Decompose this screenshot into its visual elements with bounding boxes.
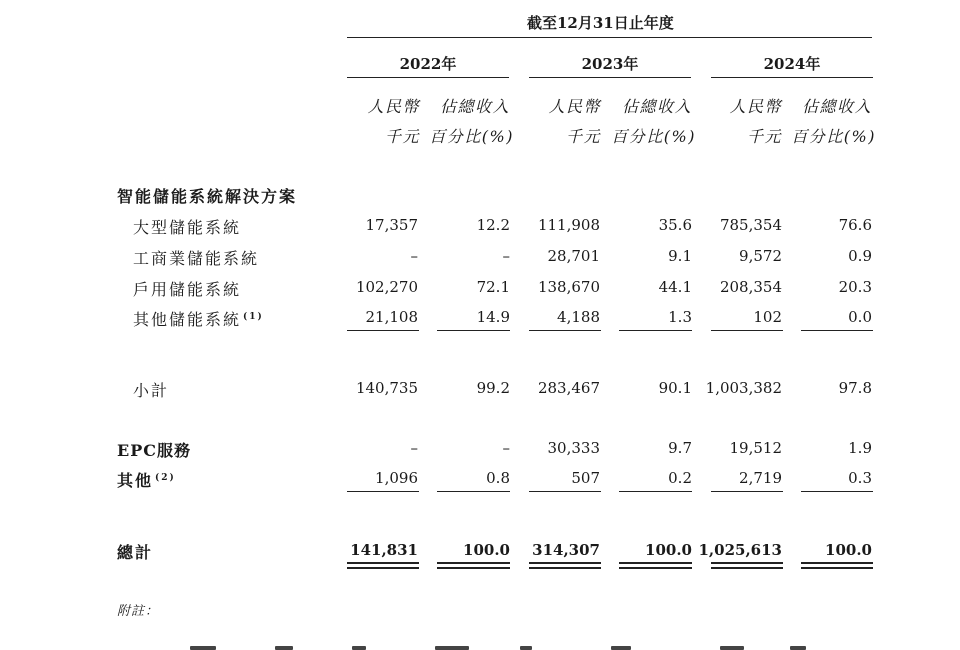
year-2024: 2024年 — [763, 55, 821, 73]
cell: 140,735 — [355, 379, 418, 397]
subtotal-rule-c4 — [619, 330, 692, 331]
row-label: 大型儲能系統 — [133, 218, 242, 237]
cut-off-text-line — [190, 646, 216, 650]
unit-k-2023: 千元 — [565, 127, 601, 146]
subtotal-rule-c2 — [437, 330, 510, 331]
total-double-rule-c5a — [711, 562, 783, 564]
cell: 4,188 — [557, 308, 600, 326]
subtotal-rule-c6 — [801, 330, 873, 331]
row-label — [133, 307, 264, 330]
cell: 72.1 — [476, 278, 510, 296]
unit-rmb-2023: 人民幣 — [548, 97, 601, 116]
unit-pct-2023: 佔總收入 — [621, 97, 692, 116]
cell: 1.3 — [668, 308, 692, 326]
year-rule-2024 — [711, 77, 873, 78]
cell: 30,333 — [547, 439, 600, 457]
subtotal-rule-c5 — [711, 330, 783, 331]
cell: 314,307 — [532, 541, 600, 559]
total-double-rule-c6a — [801, 562, 873, 564]
cell: 76.6 — [838, 216, 872, 234]
cell: 100.0 — [645, 541, 692, 559]
total-double-rule-c4a — [619, 562, 692, 564]
unit-k-2024: 千元 — [746, 127, 782, 146]
cell: 12.2 — [476, 216, 510, 234]
cell: 0.0 — [848, 308, 872, 326]
total-double-rule-c4b — [619, 567, 692, 569]
cell: 138,670 — [537, 278, 600, 296]
unit-pctsym-2022: 百分比(%) — [429, 127, 514, 146]
cell: – — [410, 247, 418, 265]
cell: 102,270 — [355, 278, 418, 296]
cut-off-text-line — [790, 646, 806, 650]
cell: 102 — [753, 308, 782, 326]
row-label: 工商業儲能系統 — [133, 249, 260, 268]
total-double-rule-c1b — [347, 567, 419, 569]
total-rule-c6 — [801, 491, 873, 492]
year-rule-2022 — [347, 77, 509, 78]
year-rule-2023 — [529, 77, 691, 78]
row-label: 戶用儲能系統 — [133, 280, 242, 299]
cell: 141,831 — [350, 541, 418, 559]
cell: 9.7 — [668, 439, 692, 457]
total-rule-c3 — [529, 491, 601, 492]
cell: 1,025,613 — [698, 541, 782, 559]
row-label-text: 其他 — [117, 471, 154, 490]
total-rule-c5 — [711, 491, 783, 492]
cell: 1.9 — [848, 439, 872, 457]
period-header: 截至12月31日止年度 — [527, 14, 674, 32]
cut-off-text-line — [435, 646, 469, 650]
cell: 1,096 — [375, 469, 418, 487]
cut-off-text-line — [611, 646, 631, 650]
total-rule-c4 — [619, 491, 692, 492]
cell: 111,908 — [537, 216, 600, 234]
cell: 0.3 — [848, 469, 872, 487]
row-label: 小計 — [133, 381, 170, 400]
cell: 21,108 — [365, 308, 418, 326]
total-rule-c1 — [347, 491, 419, 492]
total-double-rule-c6b — [801, 567, 873, 569]
total-rule-c2 — [437, 491, 510, 492]
cell: 2,719 — [739, 469, 782, 487]
subtotal-rule-c3 — [529, 330, 601, 331]
cell: 44.1 — [658, 278, 692, 296]
total-double-rule-c3a — [529, 562, 601, 564]
row-label: 總計 — [117, 543, 154, 562]
cell: – — [502, 247, 510, 265]
cell: 9,572 — [739, 247, 782, 265]
unit-pctsym-2024: 百分比(%) — [791, 127, 876, 146]
footnote-ref-2: (2) — [155, 472, 176, 483]
cell: 35.6 — [658, 216, 692, 234]
cell: 97.8 — [838, 379, 872, 397]
row-label: EPC服務 — [117, 441, 191, 460]
cell: 785,354 — [719, 216, 782, 234]
unit-pctsym-2023: 百分比(%) — [611, 127, 696, 146]
cell: 1,003,382 — [705, 379, 782, 397]
cut-off-text-line — [520, 646, 532, 650]
cell: 0.8 — [486, 469, 510, 487]
unit-pct-2024: 佔總收入 — [801, 97, 872, 116]
cut-off-text-line — [352, 646, 366, 650]
total-double-rule-c2b — [437, 567, 510, 569]
notes-title: 附註： — [117, 604, 160, 619]
period-rule — [347, 37, 872, 38]
cell: 14.9 — [476, 308, 510, 326]
cell: 20.3 — [838, 278, 872, 296]
cell: 0.9 — [848, 247, 872, 265]
total-double-rule-c5b — [711, 567, 783, 569]
cell: 19,512 — [729, 439, 782, 457]
cut-off-text-line — [275, 646, 293, 650]
total-double-rule-c2a — [437, 562, 510, 564]
row-label — [117, 468, 176, 491]
cell: 507 — [571, 469, 600, 487]
cut-off-text-line — [720, 646, 744, 650]
cell: – — [410, 439, 418, 457]
cell: 17,357 — [365, 216, 418, 234]
cell: 283,467 — [537, 379, 600, 397]
unit-k-2022: 千元 — [384, 127, 420, 146]
year-2023: 2023年 — [581, 55, 639, 73]
cell: 100.0 — [463, 541, 510, 559]
cell: 99.2 — [476, 379, 510, 397]
cell: 0.2 — [668, 469, 692, 487]
year-2022: 2022年 — [399, 55, 457, 73]
total-double-rule-c1a — [347, 562, 419, 564]
cell: – — [502, 439, 510, 457]
cell: 9.1 — [668, 247, 692, 265]
total-double-rule-c3b — [529, 567, 601, 569]
cell: 28,701 — [547, 247, 600, 265]
cell: 90.1 — [658, 379, 692, 397]
cell: 100.0 — [825, 541, 872, 559]
subtotal-rule-c1 — [347, 330, 419, 331]
cell: 208,354 — [719, 278, 782, 296]
unit-rmb-2022: 人民幣 — [367, 97, 420, 116]
unit-pct-2022: 佔總收入 — [439, 97, 510, 116]
row-label-text: 其他儲能系統 — [133, 310, 242, 329]
footnote-ref-1: (1) — [243, 311, 264, 322]
section-title-smart-storage: 智能儲能系統解決方案 — [117, 187, 298, 206]
unit-rmb-2024: 人民幣 — [729, 97, 782, 116]
